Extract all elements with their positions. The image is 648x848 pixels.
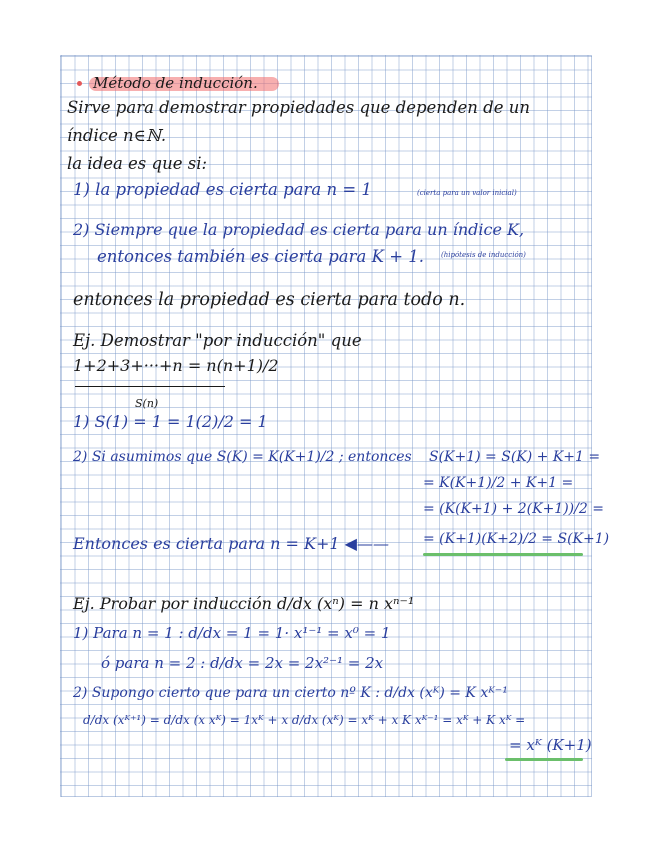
condition-1-note: (cierta para un valor inicial)	[417, 189, 517, 197]
intro-line-3: la idea es que si:	[67, 154, 208, 173]
note-title: Método de inducción.	[93, 74, 258, 92]
ex2-result-underline	[505, 758, 583, 761]
ex2-step2b: d/dx (xᴷ⁺¹) = d/dx (x xᴷ) = 1xᴷ + x d/dx (xᴷ) = xᴷ + x K xᴷ⁻¹ = xᴷ + K xᴷ =	[83, 713, 526, 727]
ex1-eq2: = K(K+1)/2 + K+1 =	[423, 475, 574, 491]
ex1-eq4: = (K+1)(K+2)/2 = S(K+1)	[423, 531, 610, 547]
ex2-step1a: 1) Para n = 1 : d/dx = 1 = 1· x¹⁻¹ = x⁰ = 1	[73, 624, 391, 642]
intro-line-1: Sirve para demostrar propiedades que dependen de un	[67, 98, 530, 117]
ex1-s-label: S(n)	[135, 397, 159, 410]
condition-2-cont: entonces también es cierta para K + 1.	[97, 247, 425, 266]
ex1-result-underline	[423, 553, 583, 556]
ex1-step1: 1) S(1) = 1 = 1(2)/2 = 1	[73, 412, 268, 431]
condition-1: 1) la propiedad es cierta para n = 1	[73, 180, 372, 199]
ex1-heading: Ej. Demostrar "por inducción" que	[73, 331, 362, 350]
title-bullet	[77, 81, 82, 86]
condition-2: 2) Siempre que la propiedad es cierta para un índice K,	[73, 220, 525, 239]
ex1-eq1: S(K+1) = S(K) + K+1 =	[429, 449, 601, 465]
ex1-formula: 1+2+3+···+n = n(n+1)/2	[73, 356, 279, 375]
ex1-eq3: = (K(K+1) + 2(K+1))/2 =	[423, 501, 604, 517]
condition-2-note: (hipótesis de inducción)	[441, 251, 526, 259]
ex2-step2: 2) Supongo cierto que para un cierto nº K : d/dx (xᴷ) = K xᴷ⁻¹	[73, 685, 508, 701]
conclusion-line: entonces la propiedad es cierta para todo n.	[73, 290, 466, 310]
notebook-page	[60, 55, 610, 797]
ex1-step2: 2) Si asumimos que S(K) = K(K+1)/2 ; entonces	[73, 449, 412, 465]
ex1-brace	[75, 386, 225, 387]
ex1-conclusion: Entonces es cierta para n = K+1 ◀——	[73, 534, 389, 553]
ex2-step2c: = xᴷ (K+1)	[509, 736, 592, 754]
ex2-heading: Ej. Probar por inducción d/dx (xⁿ) = n xⁿ⁻¹	[73, 594, 415, 613]
intro-line-2: índice n∈ℕ.	[67, 126, 167, 145]
ex2-step1b: ó para n = 2 : d/dx = 2x = 2x²⁻¹ = 2x	[101, 654, 384, 672]
